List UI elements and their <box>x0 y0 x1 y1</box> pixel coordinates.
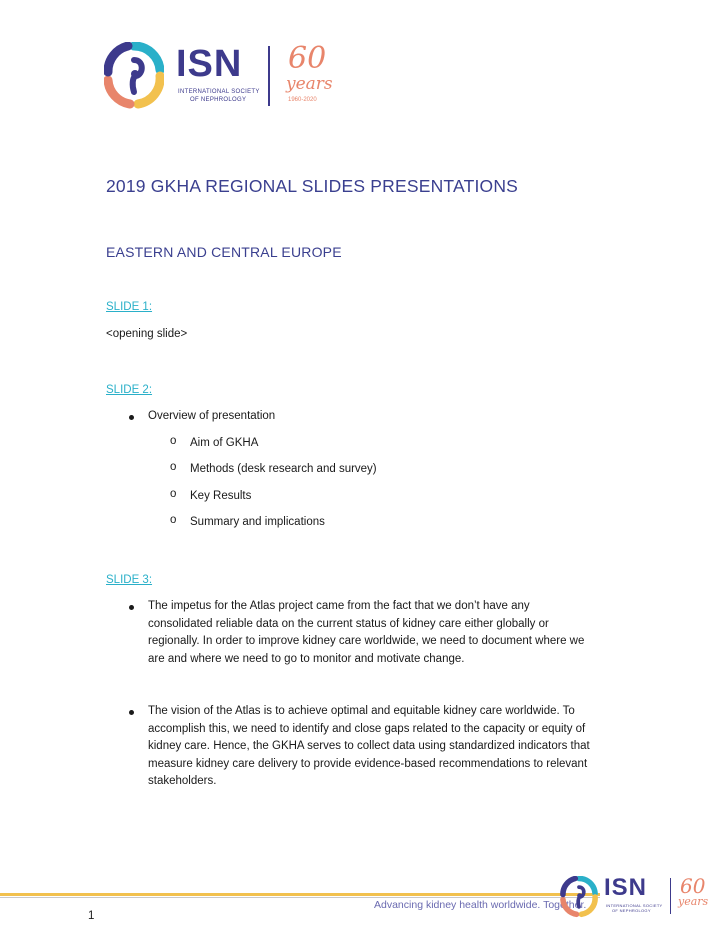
document-title: 2019 GKHA REGIONAL SLIDES PRESENTATIONS <box>106 176 519 196</box>
slide-1-text: <opening slide> <box>106 328 188 340</box>
sub-bullet-item: Summary and implications <box>190 516 325 528</box>
bullet-marker <box>129 710 134 715</box>
paragraph-line: The impetus for the Atlas project came from the fact that we don’t have any <box>148 600 530 612</box>
logo-divider <box>268 46 270 106</box>
sub-bullet-item: Aim of GKHA <box>190 437 259 449</box>
paragraph-line: The vision of the Atlas is to achieve optimal and equitable kidney care worldwide. To <box>148 705 575 717</box>
isn-kidney-emblem-icon <box>560 876 598 918</box>
slide-1-heading: SLIDE 1: <box>106 301 153 313</box>
paragraph-line: measure kidney care delivery to provide evidence-based recommendations to relevant <box>148 757 588 770</box>
isn-logo-footer <box>560 872 720 920</box>
paragraph-line: kidney care. Hence, the GKHA serves to collect data using standardized indicators that <box>148 740 590 752</box>
page-number: 1 <box>88 910 95 922</box>
footer-org-line2: OF NEPHROLOGY <box>612 908 651 913</box>
footer-rule-yellow <box>0 893 600 896</box>
anniversary-number: 60 <box>288 41 327 76</box>
slide-3-paragraph-1 <box>148 598 628 668</box>
sub-bullet-item: Methods (desk research and survey) <box>190 463 377 475</box>
sub-bullet-marker: o <box>170 461 177 473</box>
isn-kidney-emblem-icon <box>104 42 164 110</box>
footer-org-line1: INTERNATIONAL SOCIETY <box>606 903 663 908</box>
sub-bullet-marker: o <box>170 514 177 526</box>
footer-rule-grey <box>0 897 600 898</box>
slide-3-paragraph-2 <box>148 703 628 791</box>
isn-logo-header <box>104 40 344 112</box>
isn-acronym: ISN <box>176 43 243 85</box>
region-heading: EASTERN AND CENTRAL EUROPE <box>106 244 342 260</box>
sub-bullet-marker: o <box>170 488 177 500</box>
footer-isn-acronym: ISN <box>604 874 648 901</box>
sub-bullet-marker: o <box>170 435 177 447</box>
isn-org-line1: INTERNATIONAL SOCIETY <box>178 89 260 95</box>
anniversary-word: years <box>286 74 333 94</box>
footer-tagline: Advancing kidney health worldwide. Together. <box>374 899 587 911</box>
isn-org-line2: OF NEPHROLOGY <box>190 97 247 103</box>
slide-2-bullet: Overview of presentation <box>148 410 276 422</box>
anniversary-range: 1960-2020 <box>288 97 317 103</box>
footer-logo-divider <box>670 878 671 914</box>
paragraph-line: are and where we need to go to monitor and motivate change. <box>148 652 465 665</box>
slide-3-heading: SLIDE 3: <box>106 574 153 586</box>
bullet-marker <box>129 415 134 420</box>
footer-anniversary-number: 60 <box>680 874 706 898</box>
paragraph-line: consolidated reliable data on the current status of kidney care either globally or <box>148 617 549 630</box>
paragraph-line: stakeholders. <box>148 775 217 787</box>
bullet-marker <box>129 605 134 610</box>
paragraph-line: regionally. In order to improve kidney care worldwide, we need to document where we <box>148 635 585 647</box>
slide-2-heading: SLIDE 2: <box>106 384 153 396</box>
paragraph-line: accomplish this, we need to identify and close gaps related to the capacity or equity of <box>148 722 586 735</box>
sub-bullet-item: Key Results <box>190 490 252 502</box>
footer-anniversary-word: years <box>678 895 709 908</box>
